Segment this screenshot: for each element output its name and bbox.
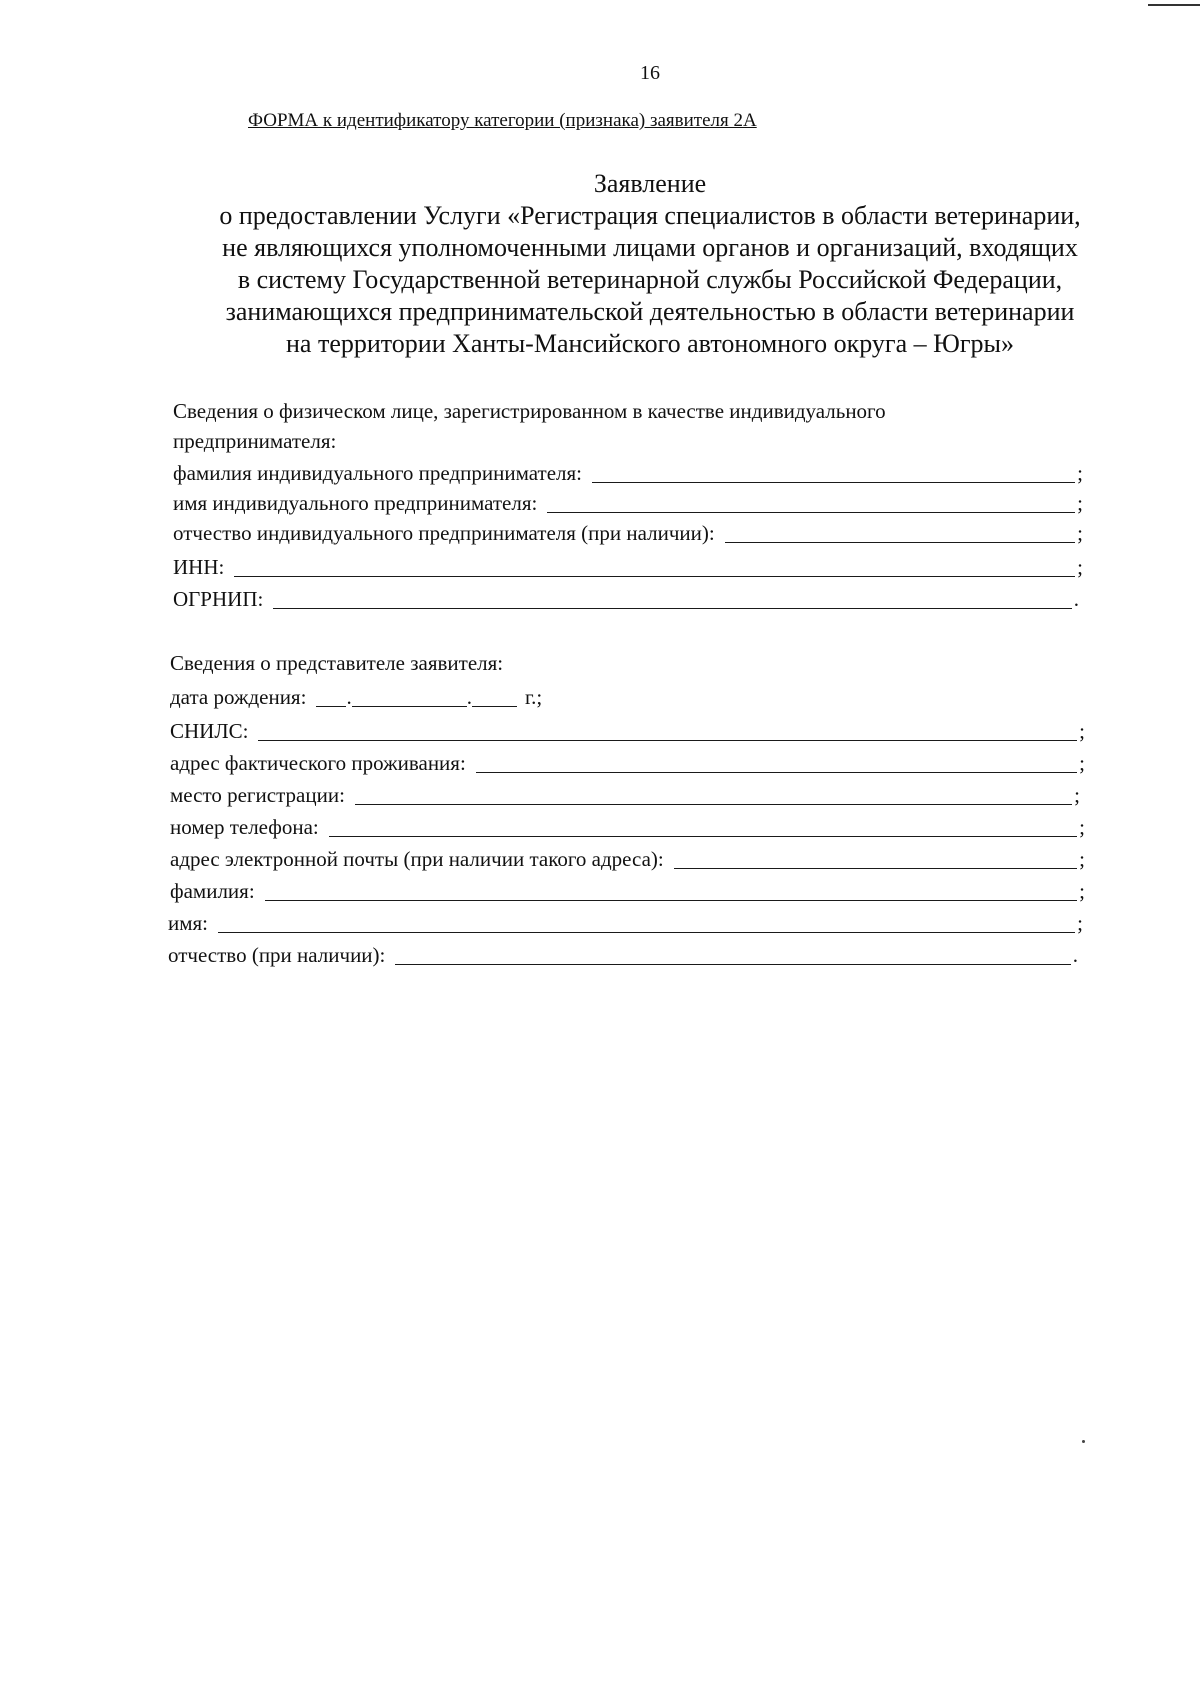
title-line: не являющихся уполномоченными лицами органов и организаций, входящих: [222, 233, 1078, 262]
section-rep-heading: Сведения о представителе заявителя:: [170, 651, 504, 675]
section-ip-heading: [173, 396, 886, 456]
rep-name-input-line[interactable]: [218, 914, 1075, 933]
ip-surname-field: фамилия индивидуального предпринимателя: ;: [173, 461, 1083, 485]
field-label: отчество (при наличии):: [168, 943, 386, 967]
birth-date-field: дата рождения: . . г.;: [170, 685, 543, 709]
field-label: номер телефона:: [170, 815, 319, 839]
title-line: на территории Ханты-Мансийского автономного округа – Югры»: [286, 329, 1014, 358]
field-label: адрес электронной почты (при наличии такого адреса):: [170, 847, 664, 871]
ip-surname-input-line[interactable]: [592, 464, 1075, 483]
rep-surname-field: фамилия: ;: [170, 879, 1085, 903]
field-label: СНИЛС:: [170, 719, 249, 743]
scan-edge-mark: [1148, 4, 1200, 6]
email-input-line[interactable]: [674, 850, 1077, 869]
snils-field: СНИЛС: ;: [170, 719, 1085, 743]
section-ip-heading-line: Сведения о физическом лице, зарегистрированном в качестве индивидуального: [173, 399, 886, 423]
field-label: ИНН:: [173, 555, 225, 579]
registration-place-field: место регистрации: ;: [170, 783, 1080, 807]
field-label: место регистрации:: [170, 783, 345, 807]
title-line: в систему Государственной ветеринарной службы Российской Федерации,: [237, 265, 1063, 294]
field-label: имя индивидуального предпринимателя:: [173, 491, 538, 515]
field-label: ОГРНИП:: [173, 587, 264, 611]
field-label: имя:: [168, 911, 209, 935]
ip-patronymic-field: отчество индивидуального предпринимателя (при наличии): ;: [173, 521, 1083, 545]
ip-name-input-line[interactable]: [547, 494, 1075, 513]
form-reference: ФОРМА к идентификатору категории (признака) заявителя 2А: [248, 110, 757, 131]
rep-patronymic-input-line[interactable]: [395, 946, 1070, 965]
rep-name-field: имя: ;: [168, 911, 1083, 935]
inn-input-line[interactable]: [234, 558, 1075, 577]
ip-name-field: имя индивидуального предпринимателя: ;: [173, 491, 1083, 515]
title-heading: Заявление: [593, 169, 707, 198]
actual-address-input-line[interactable]: [476, 754, 1077, 773]
section-ip-heading-line: предпринимателя:: [173, 429, 337, 453]
field-label: дата рождения:: [170, 685, 307, 709]
field-label: фамилия:: [170, 879, 255, 903]
rep-surname-input-line[interactable]: [265, 882, 1077, 901]
field-label: отчество индивидуального предпринимателя (при наличии):: [173, 521, 715, 545]
document-title: [150, 168, 1150, 360]
phone-field: номер телефона: ;: [170, 815, 1085, 839]
page-number: 16: [640, 62, 660, 84]
registration-place-input-line[interactable]: [355, 786, 1072, 805]
phone-input-line[interactable]: [329, 818, 1077, 837]
ogrnip-field: ОГРНИП: .: [173, 587, 1079, 611]
ip-patronymic-input-line[interactable]: [725, 524, 1075, 543]
rep-patronymic-field: отчество (при наличии): .: [168, 943, 1078, 967]
actual-address-field: адрес фактического проживания: ;: [170, 751, 1085, 775]
email-field: адрес электронной почты (при наличии такого адреса): ;: [170, 847, 1085, 871]
title-line: о предоставлении Услуги «Регистрация специалистов в области ветеринарии,: [219, 201, 1081, 230]
inn-field: ИНН: ;: [173, 555, 1083, 579]
birth-year-input-line[interactable]: [472, 688, 517, 707]
field-label: адрес фактического проживания:: [170, 751, 466, 775]
scan-speck: [1082, 1440, 1085, 1443]
title-line: занимающихся предпринимательской деятельностью в области ветеринарии: [225, 297, 1075, 326]
snils-input-line[interactable]: [258, 722, 1077, 741]
birth-day-input-line[interactable]: [316, 688, 346, 707]
field-label: фамилия индивидуального предпринимателя:: [173, 461, 582, 485]
ogrnip-input-line[interactable]: [273, 590, 1071, 609]
birth-month-input-line[interactable]: [352, 688, 467, 707]
